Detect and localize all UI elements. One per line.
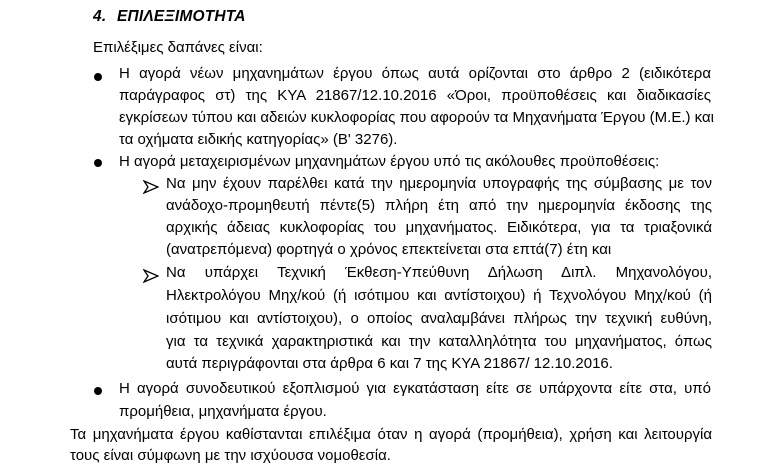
subitem-1-line-2: ανάδοχο-προμηθευτή πέντε(5) πλήρη έτη από την ημερομηνία έκδοσης της	[166, 197, 712, 214]
bullet-1-line-2: παράγραφος στ) της ΚΥΑ 21867/12.10.2016 «Όροι, προϋποθέσεις και διαδικασίες	[119, 87, 711, 104]
subitem-2-line-3: ισότιμου και αντίστοιχου), ο οποίος αναλαμβάνει πλήρως την τεχνική ευθύνη,	[166, 310, 712, 327]
arrow-bullet-icon	[143, 180, 159, 194]
arrow-bullet-icon	[143, 269, 159, 283]
bullet-icon	[94, 159, 102, 167]
subitem-2-line-5: αυτά περιγράφονται στα άρθρα 6 και 7 της ΚΥΑ 21867/ 12.10.2016.	[166, 355, 613, 372]
bullet-1-line-4: τα οχήματα ειδικής κατηγορίας» (Β' 3276).	[119, 131, 398, 148]
subitem-1-line-1: Να μην έχουν παρέλθει κατά την ημερομηνία υπογραφής της σύμβασης με τον	[166, 175, 712, 192]
bullet-1-line-3: εγκρίσεων τύπου και αδειών κυκλοφορίας που αφορούν τα Μηχανήματα Έργου (Μ.Ε.) και	[119, 109, 714, 126]
bullet-3-line-1: Η αγορά συνοδευτικού εξοπλισμού για εγκατάσταση είτε σε υπάρχοντα είτε στα, υπό	[119, 380, 711, 397]
subitem-2-line-2: Ηλεκτρολόγου Μηχ/κού (ή ισότιμου και αντίστοιχου) ή Τεχνολόγου Μηχ/κού (ή	[166, 287, 712, 304]
subitem-1-line-3: αρχικής άδειας κυκλοφορίας του μηχανήματος. Ειδικότερα, για τα τριαξονικά	[166, 219, 712, 236]
closing-line-1: Τα μηχανήματα έργου καθίστανται επιλέξιμα όταν η αγορά (προμήθεια), χρήση και λειτουργία	[70, 426, 712, 443]
intro-text: Επιλέξιμες δαπάνες είναι:	[93, 39, 263, 56]
subitem-2-line-1: Να υπάρχει Τεχνική Έκθεση-Υπεύθυνη Δήλωση Διπλ. Μηχανολόγου,	[166, 264, 712, 281]
section-heading	[93, 8, 246, 26]
bullet-icon	[94, 73, 102, 81]
section-title: ΕΠΙΛΕΞΙΜΟΤΗΤΑ	[117, 8, 246, 25]
bullet-icon	[94, 387, 102, 395]
subitem-1-line-4: (ανατρεπόμενα) φορτηγά ο χρόνος επεκτείνεται στα επτά(7) έτη και	[166, 241, 612, 258]
closing-line-2: τους είναι σύμφωνη με την ισχύουσα νομοθεσία.	[70, 447, 391, 464]
bullet-3-line-2: προμήθεια, μηχανήματα έργου.	[119, 403, 327, 420]
bullet-2-line-1: Η αγορά μεταχειρισμένων μηχανημάτων έργου υπό τις ακόλουθες προϋποθέσεις:	[119, 153, 660, 170]
section-number: 4.	[93, 8, 107, 25]
bullet-1-line-1: Η αγορά νέων μηχανημάτων έργου όπως αυτά ορίζονται στο άρθρο 2 (ειδικότερα	[119, 65, 711, 82]
subitem-2-line-4: για τα τεχνικά χαρακτηριστικά και την καταλληλότητα του μηχανήματος, όπως	[166, 333, 712, 350]
